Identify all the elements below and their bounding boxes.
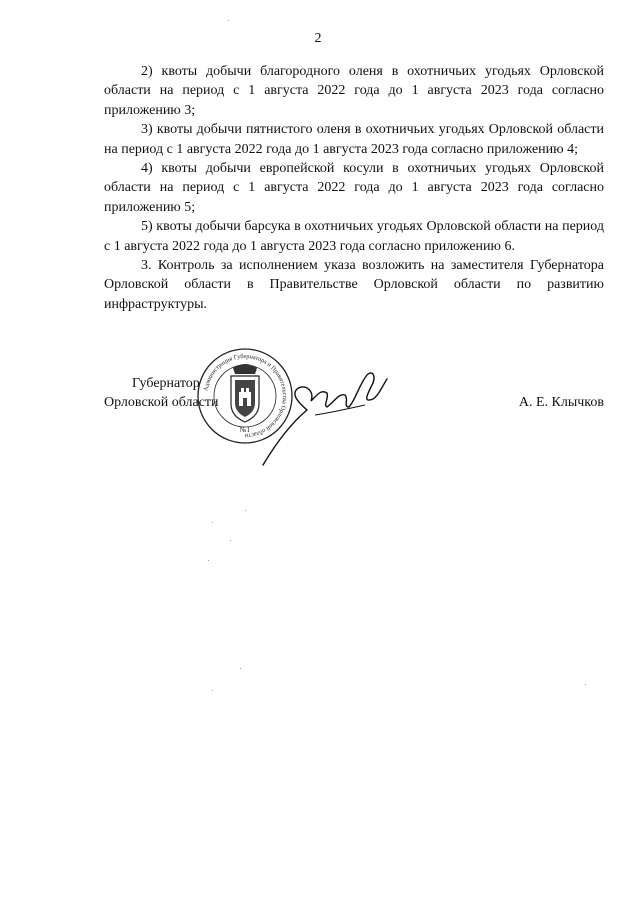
scan-speck (212, 690, 213, 691)
page-number: 2 (314, 31, 322, 46)
paragraph-quota-sika-deer: 3) квоты добычи пятнистого оленя в охотничьих угодьях Орловской области на период с 1 августа 2022 года до 1 августа 2023 года согласно приложению 4; (104, 122, 604, 157)
paragraph-quota-badger: 5) квоты добычи барсука в охотничьих угодьях Орловской области на период с 1 августа 2022 года до 1 августа 2023 года согласно приложению 6. (104, 219, 604, 254)
scan-speck (245, 510, 246, 511)
scan-speck (212, 522, 213, 523)
scan-speck (228, 20, 229, 21)
handwritten-signature (255, 355, 395, 470)
scan-speck (240, 668, 241, 669)
scan-speck (208, 560, 209, 561)
scan-speck (585, 684, 586, 685)
seal-number: №1 (239, 426, 251, 434)
paragraph-quota-red-deer: 2) квоты добычи благородного оленя в охотничьих угодьях Орловской области на период с 1 августа 2022 года до 1 августа 2023 года согласно приложению 3; (104, 64, 604, 118)
seal-ring-text: Администрация Губернатора и Правительства Орловской области (202, 352, 289, 440)
document-body (104, 62, 604, 314)
signatory-name: А. Е. Клычков (518, 395, 604, 410)
scan-speck (230, 540, 231, 541)
paragraph-control-clause: 3. Контроль за исполнением указа возложить на заместителя Губернатора Орловской области в Правительстве Орловской области по развитию инфраструктуры. (104, 258, 604, 312)
signatory-title-line1: Губернатор (132, 376, 200, 391)
paragraph-quota-roe-deer: 4) квоты добычи европейской косули в охотничьих угодьях Орловской области на период с 1 августа 2022 года до 1 августа 2023 года согласно приложению 5; (104, 161, 604, 215)
signatory-title-line2: Орловской области (104, 395, 219, 411)
